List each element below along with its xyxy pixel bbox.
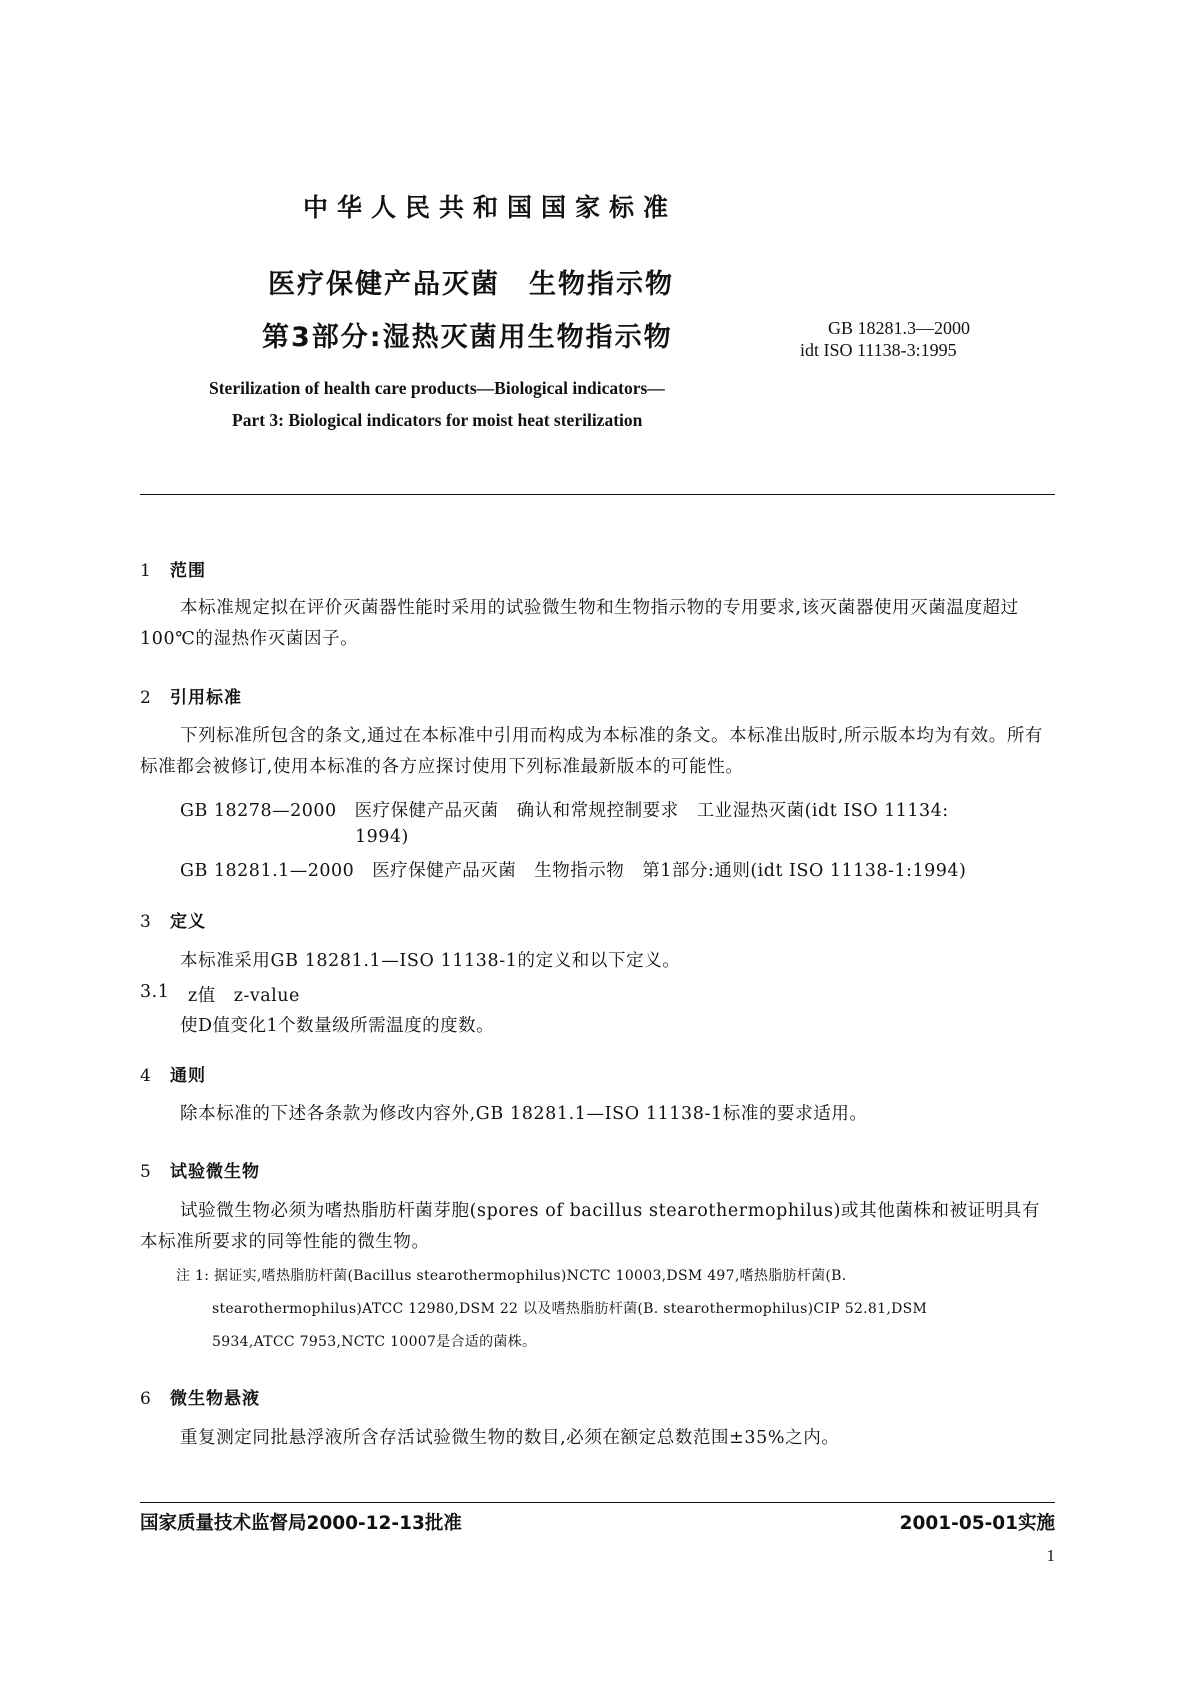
standard-number: GB 18281.3—2000 xyxy=(828,318,971,338)
reference-gb18281-1: GB 18281.1—2000 医疗保健产品灭菌 生物指示物 第1部分:通则(idt ISO 11138-1:1994) xyxy=(180,861,967,881)
section-1-heading xyxy=(140,556,206,581)
subsection-3-1-definition: 使D值变化1个数量级所需温度的度数。 xyxy=(180,1016,495,1036)
reference-gb18278-line1: GB 18278—2000 医疗保健产品灭菌 确认和常规控制要求 工业湿热灭菌(idt ISO 11134: xyxy=(180,801,949,821)
national-standard-label: 中华人民共和国国家标准 xyxy=(302,193,677,222)
note-1-line1: 注 1: 据证实,嗜热脂肪杆菌(Bacillus stearothermophilus)NCTC 10003,DSM 497,嗜热脂肪杆菌(B. xyxy=(176,1268,847,1284)
section-5-body: 试验微生物必须为嗜热脂肪杆菌芽胞(spores of bacillus stearothermophilus)或其他菌株和被证明具有本标准所要求的同等性能的微生物。 xyxy=(140,1201,1041,1252)
approval-info: 国家质量技术监督局2000-12-13批准 xyxy=(140,1513,462,1534)
subsection-3-1-term: z值 z-value xyxy=(188,986,300,1006)
section-title: 引用标准 xyxy=(170,688,242,708)
note-1-line3: 5934,ATCC 7953,NCTC 10007是合适的菌株。 xyxy=(212,1334,537,1350)
note-1-line2: stearothermophilus)ATCC 12980,DSM 22 以及嗜热脂肪杆菌(B. stearothermophilus)CIP 52.81,DSM xyxy=(212,1301,928,1317)
section-5-heading xyxy=(140,1157,260,1182)
section-title: 定义 xyxy=(170,912,206,932)
section-6-heading xyxy=(140,1384,260,1409)
section-3-body: 本标准采用GB 18281.1—ISO 11138-1的定义和以下定义。 xyxy=(180,951,681,971)
section-3-heading xyxy=(140,907,206,932)
footer-divider xyxy=(140,1502,1055,1503)
effective-date: 2001-05-01实施 xyxy=(899,1513,1055,1534)
section-title: 范围 xyxy=(170,561,206,581)
idt-standard-number: idt ISO 11138-3:1995 xyxy=(800,340,957,360)
header-divider xyxy=(140,494,1055,495)
subsection-3-1-number: 3.1 xyxy=(140,982,170,1002)
section-1-body: 本标准规定拟在评价灭菌器性能时采用的试验微生物和生物指示物的专用要求,该灭菌器使用灭菌温度超过100℃的湿热作灭菌因子。 xyxy=(140,598,1019,649)
section-title: 微生物悬液 xyxy=(170,1389,260,1409)
section-number: 2 xyxy=(140,688,151,708)
title-en-line2: Part 3: Biological indicators for moist heat sterilization xyxy=(232,410,643,430)
title-cn-line2: 第3部分:湿热灭菌用生物指示物 xyxy=(262,322,673,353)
reference-gb18278-line2: 1994) xyxy=(355,827,409,847)
title-en-line1: Sterilization of health care products—Biological indicators— xyxy=(209,378,665,398)
section-number: 1 xyxy=(140,561,151,581)
section-number: 6 xyxy=(140,1389,151,1409)
section-title: 通则 xyxy=(170,1066,206,1086)
section-2-heading xyxy=(140,683,242,708)
title-cn-line1: 医疗保健产品灭菌 生物指示物 xyxy=(268,269,674,300)
section-number: 3 xyxy=(140,912,151,932)
section-2-body: 下列标准所包含的条文,通过在本标准中引用而构成为本标准的条文。本标准出版时,所示版本均为有效。所有标准都会被修订,使用本标准的各方应探讨使用下列标准最新版本的可能性。 xyxy=(140,726,1044,777)
section-6-body: 重复测定同批悬浮液所含存活试验微生物的数目,必须在额定总数范围±35%之内。 xyxy=(180,1428,840,1448)
page-number: 1 xyxy=(1046,1546,1055,1565)
section-4-body: 除本标准的下述各条款为修改内容外,GB 18281.1—ISO 11138-1标准的要求适用。 xyxy=(180,1104,868,1124)
section-title: 试验微生物 xyxy=(170,1162,260,1182)
section-number: 5 xyxy=(140,1162,151,1182)
section-4-heading xyxy=(140,1061,206,1086)
section-number: 4 xyxy=(140,1066,151,1086)
